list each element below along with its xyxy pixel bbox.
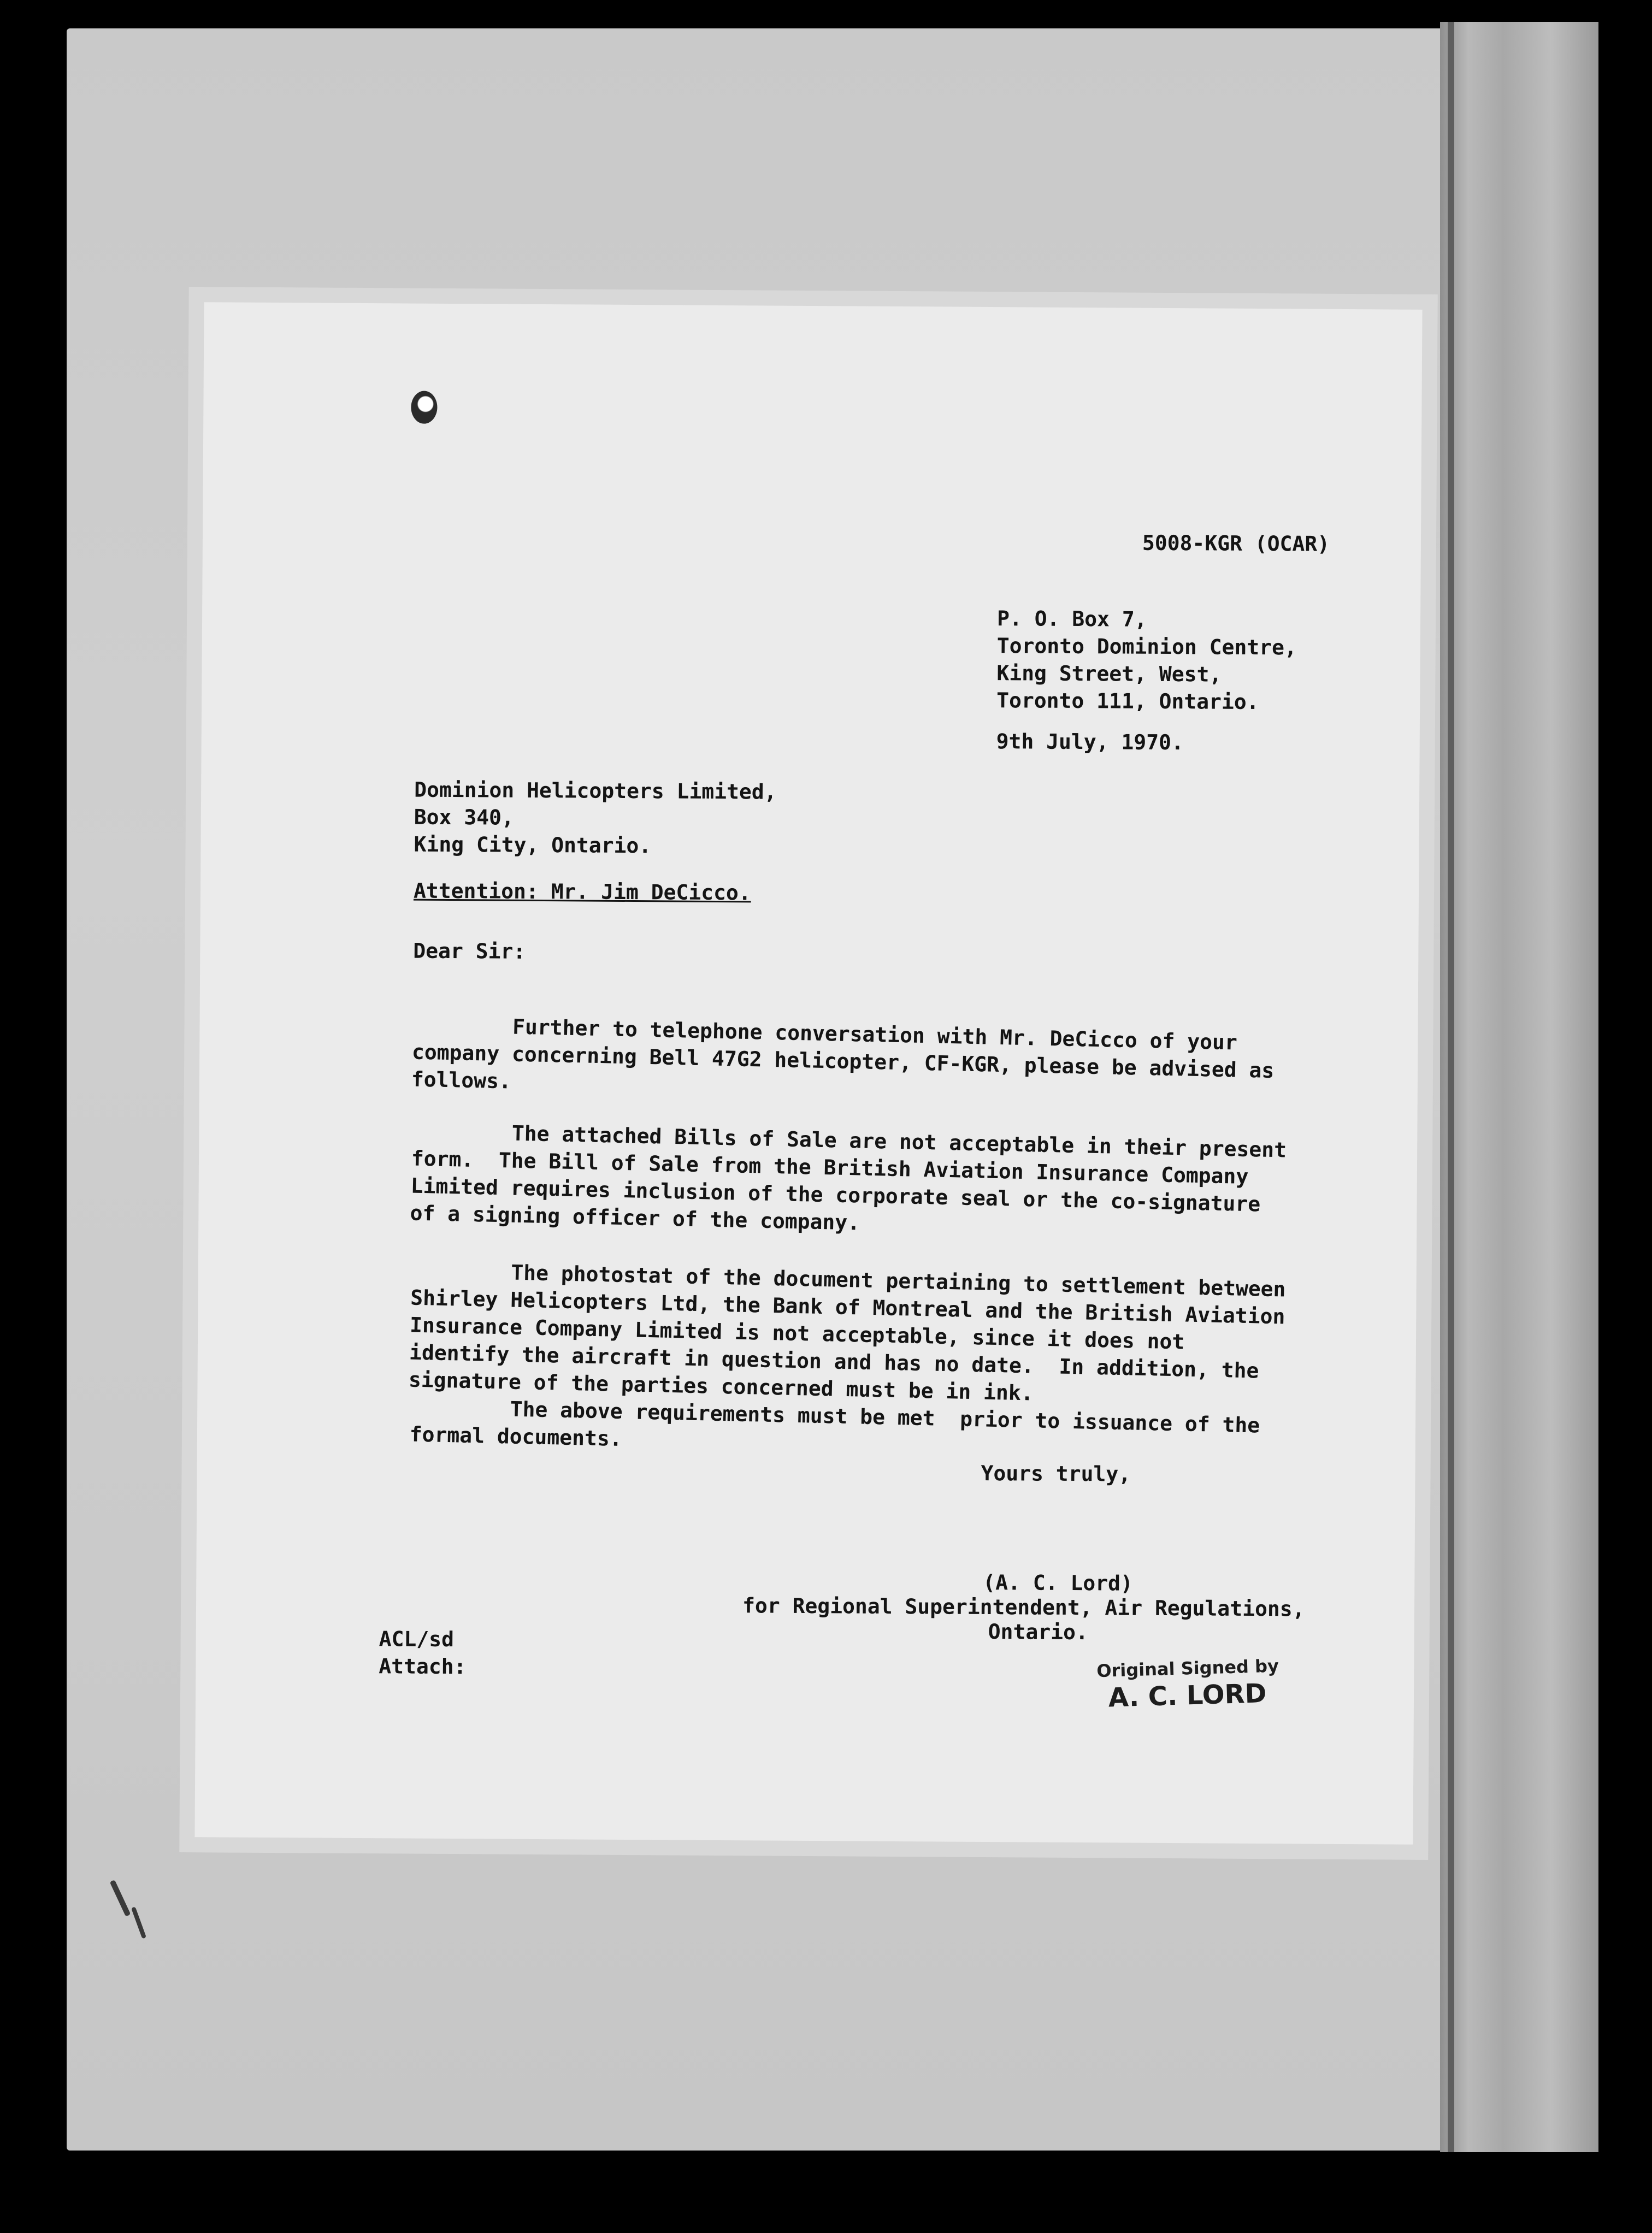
binding-edge [1448,22,1454,2152]
salutation: Dear Sir: [413,938,526,964]
body-paragraph: The attached Bills of Sale are not acceptable in their present form. The Bill of Sale from the British Aviation Insurance Company Limited requires inclusion of the corporate seal or the co-signature of a signing officer of the company. [410,1119,1287,1235]
signer-title: for Regional Superintendent, Air Regulations, [742,1593,1305,1621]
signature-stamp [1096,1655,1280,1715]
closing: Yours truly, [981,1461,1131,1486]
typist-initials: ACL/sd Attach: [379,1627,467,1679]
body-paragraph: The above requirements must be met prior to issuance of the formal documents. [409,1395,1260,1451]
binding-strip [1440,22,1598,2152]
punch-hole [411,391,437,424]
body-paragraph: Further to telephone conversation with Mr. DeCicco of your company concerning Bell 47G2 helicopter, CF-KGR, please be advised as follows. [411,1012,1275,1094]
letter-sheet [194,302,1422,1845]
body-paragraph: The photostat of the document pertaining to settlement between Shirley Helicopters Ltd, the Bank of Montreal and the British Aviation Insurance Company Limited is not acceptable, since it does not identify the aircraft in question and has no date. In addition, the signature of the parties concerned must be in ink. [408,1258,1286,1405]
file-reference: 5008-KGR (OCAR) [1142,530,1330,556]
recipient-address: Dominion Helicopters Limited, Box 340, King City, Ontario. [414,777,777,858]
letter-date: 9th July, 1970. [996,729,1184,755]
return-address: P. O. Box 7, Toronto Dominion Centre, King Street, West, Toronto 111, Ontario. [996,606,1297,714]
stamp-name: A. C. LORD [1108,1678,1267,1714]
stamp-caption: Original Signed by [1096,1655,1279,1682]
signer-name: (A. C. Lord) [983,1570,1133,1596]
signer-region: Ontario. [988,1620,1088,1645]
attention-line: Attention: Mr. Jim DeCicco. [413,878,751,905]
